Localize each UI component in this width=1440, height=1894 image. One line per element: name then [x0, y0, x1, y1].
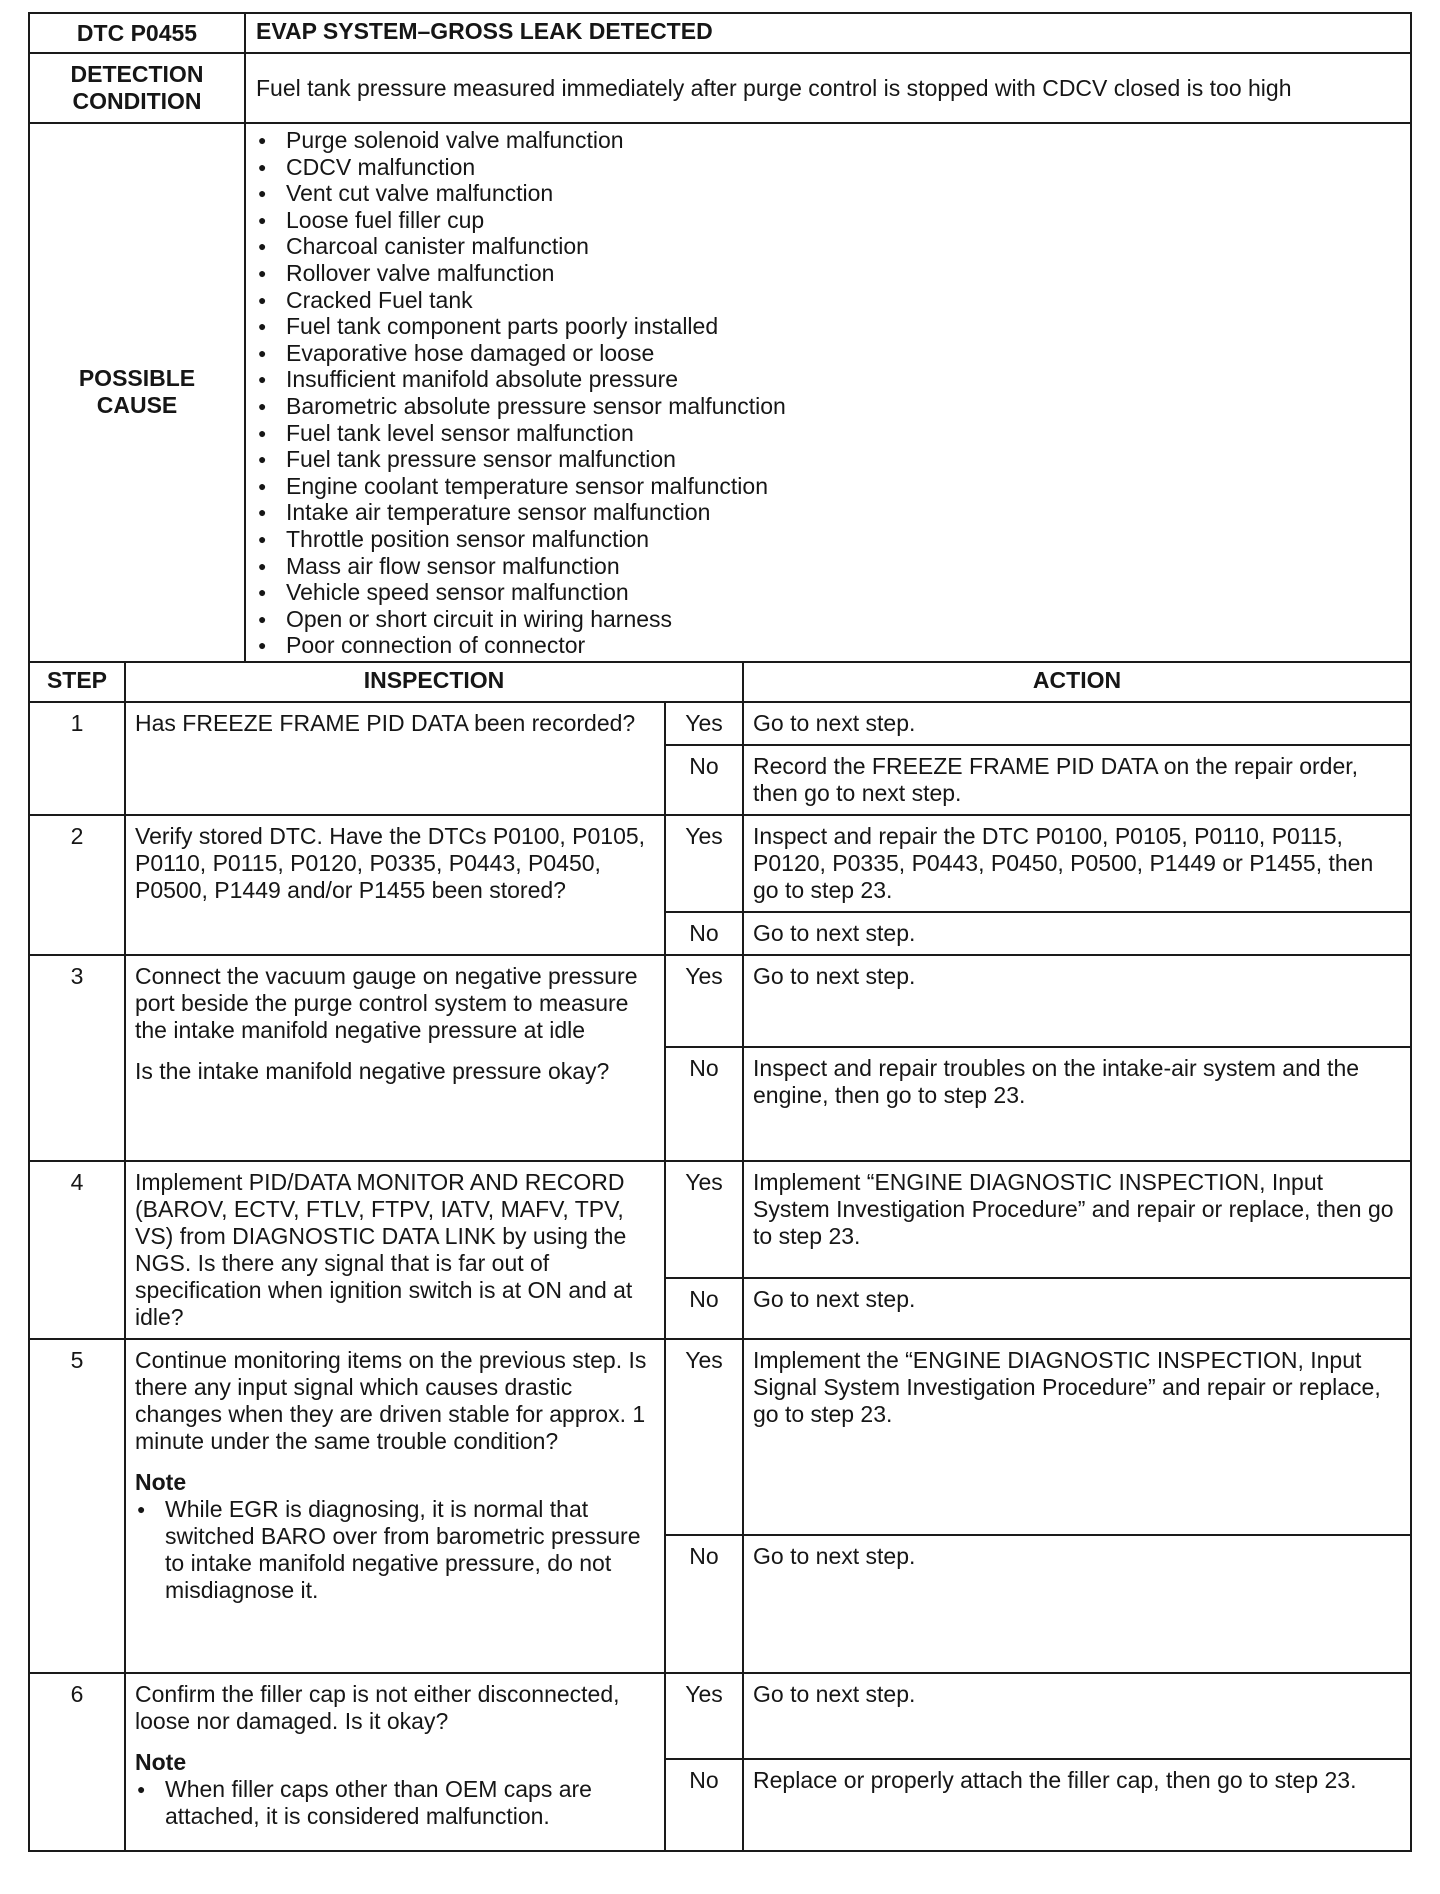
yes-action: Implement the “ENGINE DIAGNOSTIC INSPECTION, Input Signal System Investigation Procedure” and repair or replace, go to step 23.: [743, 1339, 1411, 1535]
col-step-header: STEP: [29, 662, 125, 702]
step-inspection: Continue monitoring items on the previous step. Is there any input signal which causes drastic changes when they are driven stable for approx. 1 minute under the same trouble condition?: [135, 1346, 647, 1454]
cause-item: ● Loose fuel filler cup: [256, 207, 1410, 234]
yes-label: Yes: [665, 702, 743, 745]
yes-label: Yes: [665, 955, 743, 1047]
yes-label: Yes: [665, 1161, 743, 1278]
no-label: No: [665, 745, 743, 815]
col-inspection-header: INSPECTION: [125, 662, 743, 702]
possible-cause-list: [246, 124, 1410, 661]
step-row: [29, 815, 1411, 912]
yes-action: Go to next step.: [743, 1673, 1411, 1759]
yes-label: Yes: [665, 815, 743, 912]
cause-item: ● Evaporative hose damaged or loose: [256, 340, 1410, 367]
no-action: Go to next step.: [743, 912, 1411, 955]
no-label: No: [665, 1278, 743, 1339]
cause-item: ● Cracked Fuel tank: [256, 287, 1410, 314]
cause-item: ● Fuel tank level sensor malfunction: [256, 420, 1410, 447]
step-number: 4: [29, 1161, 125, 1339]
no-action: Inspect and repair troubles on the intake-air system and the engine, then go to step 23.: [743, 1047, 1411, 1161]
cause-item: ● Open or short circuit in wiring harness: [256, 606, 1410, 633]
cause-item: ● Poor connection of connector: [256, 632, 1410, 659]
step-number: 6: [29, 1673, 125, 1851]
yes-action: Implement “ENGINE DIAGNOSTIC INSPECTION, Input System Investigation Procedure” and repair or replace, then go to step 23.: [743, 1161, 1411, 1278]
step-row: [29, 702, 1411, 745]
note-title: Note: [135, 1468, 187, 1495]
cause-item: ● Intake air temperature sensor malfunction: [256, 499, 1410, 526]
cause-item: ● Rollover valve malfunction: [256, 260, 1410, 287]
cause-item: ● Purge solenoid valve malfunction: [256, 127, 1410, 154]
yes-label: Yes: [665, 1339, 743, 1535]
step-number: 2: [29, 815, 125, 955]
note-text: ● While EGR is diagnosing, it is normal that switched BARO over from barometric pressure to intake manifold negative pressure, do not misdiagnose it.: [135, 1496, 655, 1604]
step-inspection: Verify stored DTC. Have the DTCs P0100, P0105, P0110, P0115, P0120, P0335, P0443, P0450, P0500, P1449 and/or P1455 been stored?: [125, 815, 665, 955]
step-inspection: Confirm the filler cap is not either disconnected, loose nor damaged. Is it okay?: [135, 1680, 620, 1734]
step-number: 1: [29, 702, 125, 815]
yes-action: Go to next step.: [743, 955, 1411, 1047]
step-row: [29, 1673, 1411, 1759]
no-label: No: [665, 1759, 743, 1851]
steps-table: [28, 661, 1412, 1852]
step-inspection-cell: [125, 955, 665, 1161]
note-text: ● When filler caps other than OEM caps are attached, it is considered malfunction.: [135, 1776, 655, 1830]
no-action: Replace or properly attach the filler cap, then go to step 23.: [743, 1759, 1411, 1851]
no-action: Record the FREEZE FRAME PID DATA on the repair order, then go to next step.: [743, 745, 1411, 815]
possible-cause-label: POSSIBLE CAUSE: [29, 123, 245, 662]
cause-item: ● Engine coolant temperature sensor malfunction: [256, 473, 1410, 500]
cause-item: ● Vent cut valve malfunction: [256, 180, 1410, 207]
cause-item: ● Insufficient manifold absolute pressure: [256, 366, 1410, 393]
cause-item: ● Mass air flow sensor malfunction: [256, 553, 1410, 580]
diagnostic-page: [28, 12, 1412, 1852]
step-number: 5: [29, 1339, 125, 1673]
cause-item: ● CDCV malfunction: [256, 154, 1410, 181]
cause-item: ● Fuel tank component parts poorly installed: [256, 313, 1410, 340]
step-inspection: Implement PID/DATA MONITOR AND RECORD (BAROV, ECTV, FTLV, FTPV, IATV, MAFV, TPV, VS) from DIAGNOSTIC DATA LINK by using the NGS. Is there any signal that is far out of specification when ignition switch is at ON and at idle?: [125, 1161, 665, 1339]
yes-action: Inspect and repair the DTC P0100, P0105, P0110, P0115, P0120, P0335, P0443, P0450, P0500, P1449 or P1455, then go to step 23.: [743, 815, 1411, 912]
step-row: [29, 1161, 1411, 1278]
no-action: Go to next step.: [743, 1278, 1411, 1339]
cause-item: ● Fuel tank pressure sensor malfunction: [256, 446, 1410, 473]
step-inspection-cell: [125, 1673, 665, 1851]
cause-item: ● Charcoal canister malfunction: [256, 233, 1410, 260]
step-inspection-cell: [125, 1339, 665, 1673]
dtc-title: EVAP SYSTEM–GROSS LEAK DETECTED: [245, 13, 1411, 53]
no-label: No: [665, 1047, 743, 1161]
detection-condition-text: Fuel tank pressure measured immediately after purge control is stopped with CDCV closed is too high: [245, 53, 1411, 123]
step-question: Is the intake manifold negative pressure okay?: [135, 1057, 610, 1084]
step-inspection: Has FREEZE FRAME PID DATA been recorded?: [125, 702, 665, 815]
cause-item: ● Barometric absolute pressure sensor malfunction: [256, 393, 1410, 420]
detection-condition-label: DETECTION CONDITION: [29, 53, 245, 123]
dtc-code: DTC P0455: [29, 13, 245, 53]
no-label: No: [665, 1535, 743, 1673]
dtc-header-table: [28, 12, 1412, 663]
yes-label: Yes: [665, 1673, 743, 1759]
no-label: No: [665, 912, 743, 955]
step-inspection: Connect the vacuum gauge on negative pressure port beside the purge control system to measure the intake manifold negative pressure at idle: [135, 962, 638, 1043]
possible-cause-cell: [245, 123, 1411, 662]
yes-action: Go to next step.: [743, 702, 1411, 745]
step-row: [29, 955, 1411, 1047]
steps-header-row: [29, 662, 1411, 702]
note-title: Note: [135, 1748, 187, 1775]
step-number: 3: [29, 955, 125, 1161]
cause-item: ● Throttle position sensor malfunction: [256, 526, 1410, 553]
col-action-header: ACTION: [743, 662, 1411, 702]
cause-item: ● Vehicle speed sensor malfunction: [256, 579, 1410, 606]
step-row: [29, 1339, 1411, 1535]
no-action: Go to next step.: [743, 1535, 1411, 1673]
